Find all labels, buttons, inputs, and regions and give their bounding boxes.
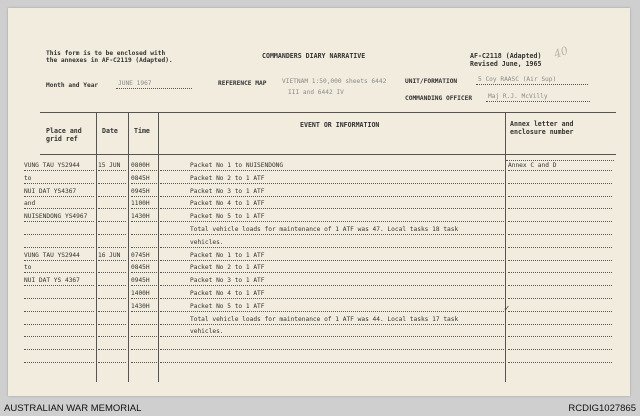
row-date: 15 JUN [98, 162, 121, 169]
col-header-place-1: Place and [46, 127, 82, 135]
row-dotted-line [24, 272, 94, 273]
row-dotted-line [24, 221, 94, 222]
row-dotted-line [98, 247, 126, 248]
row-dotted-line [508, 311, 612, 312]
row-event: Packet No 1 to NUISENDONG [190, 162, 284, 169]
table-top-rule [40, 112, 616, 113]
row-time: 0845H [131, 174, 150, 182]
row-dotted-line [508, 247, 612, 248]
row-dotted-line [131, 170, 157, 171]
row-time: 0745H [131, 251, 150, 259]
row-place: VUNG TAU YS2944 [24, 251, 80, 259]
row-dotted-line [131, 221, 157, 222]
row-time: 0845H [131, 264, 150, 272]
row-annex: Annex C and D [508, 162, 557, 169]
form-number: AF-C2118 (Adapted) [470, 52, 542, 60]
row-dotted-line [98, 336, 126, 337]
row-event: Packet No 4 to 1 ATF [190, 200, 265, 208]
unit-label: UNIT/FORMATION [405, 78, 458, 85]
row-dotted-line [508, 349, 612, 350]
row-dotted-line [98, 362, 126, 363]
col-divider-time [158, 112, 159, 382]
row-dotted-line [98, 208, 126, 209]
col-header-place-2: grid ref [46, 135, 78, 143]
reference-map-value2: III and 6442 IV [288, 89, 344, 96]
row-date: 16 JUN [98, 251, 121, 259]
row-dotted-line [160, 362, 504, 363]
tick-mark-icon: ✓ [504, 304, 510, 314]
annex-dotted-rule [506, 160, 614, 161]
row-dotted-line [508, 196, 612, 197]
row-dotted-line [508, 336, 612, 337]
row-dotted-line [98, 311, 126, 312]
row-dotted-line [131, 208, 157, 209]
row-dotted-line [160, 234, 504, 235]
col-header-date: Date [102, 127, 118, 135]
row-time: 0800H [131, 162, 150, 169]
row-event: Packet No 4 to 1 ATF [190, 290, 265, 297]
month-year-underline [116, 88, 192, 89]
row-dotted-line [160, 272, 504, 273]
row-dotted-line [131, 272, 157, 273]
row-dotted-line [508, 272, 612, 273]
row-dotted-line [98, 221, 126, 222]
row-dotted-line [131, 324, 157, 325]
col-divider-place [96, 112, 97, 382]
row-dotted-line [24, 298, 94, 299]
row-dotted-line [131, 349, 157, 350]
row-dotted-line [98, 260, 126, 261]
enclose-note-line2: the annexes in AF-C2119 (Adapted). [46, 57, 173, 64]
row-dotted-line [131, 336, 157, 337]
col-divider-event [505, 112, 506, 382]
row-event: Packet No 1 to 1 ATF [190, 251, 265, 259]
row-dotted-line [24, 234, 94, 235]
row-time: 1430H [131, 302, 150, 310]
row-dotted-line [160, 324, 504, 325]
col-divider-date [128, 112, 129, 382]
row-event: vehicles. [190, 328, 224, 336]
row-place: NUISENDONG YS4967 [24, 213, 88, 221]
row-event: Packet No 5 to 1 ATF [190, 213, 265, 221]
row-dotted-line [24, 336, 94, 337]
footer-source: AUSTRALIAN WAR MEMORIAL [4, 403, 142, 414]
row-place: NUI DAT YS4367 [24, 187, 77, 195]
col-header-annex-2: enclosure number [510, 128, 574, 136]
revised-date: Revised June, 1965 [470, 60, 542, 68]
row-event: Packet No 5 to 1 ATF [190, 302, 265, 310]
row-dotted-line [24, 260, 94, 261]
row-event: vehicles. [190, 238, 224, 246]
row-dotted-line [131, 183, 157, 184]
row-dotted-line [160, 336, 504, 337]
row-dotted-line [131, 298, 157, 299]
row-dotted-line [98, 298, 126, 299]
table-header-rule [40, 154, 616, 155]
row-dotted-line [98, 349, 126, 350]
row-dotted-line [160, 298, 504, 299]
row-place: to [24, 174, 32, 182]
row-dotted-line [508, 285, 612, 286]
row-dotted-line [98, 196, 126, 197]
row-dotted-line [131, 247, 157, 248]
row-event: Total vehicle loads for maintenance of 1 ATF was 44. Local tasks 17 task [190, 315, 459, 323]
row-dotted-line [98, 324, 126, 325]
row-place: VUNG TAU YS2944 [24, 162, 80, 169]
month-year-value: JUNE 1967 [118, 80, 152, 87]
row-dotted-line [508, 221, 612, 222]
row-dotted-line [24, 170, 94, 171]
row-dotted-line [508, 183, 612, 184]
row-dotted-line [24, 196, 94, 197]
row-dotted-line [508, 324, 612, 325]
row-dotted-line [160, 208, 504, 209]
co-underline [486, 101, 590, 102]
row-place: NUI DAT YS 4367 [24, 277, 80, 285]
row-dotted-line [24, 311, 94, 312]
row-dotted-line [24, 247, 94, 248]
row-place: to [24, 264, 32, 272]
row-dotted-line [508, 260, 612, 261]
footer-record-id: RCDIG1027865 [568, 403, 636, 414]
col-header-annex-1: Annex letter and [510, 120, 574, 128]
row-dotted-line [24, 349, 94, 350]
month-year-label: Month and Year [46, 82, 99, 89]
row-dotted-line [131, 362, 157, 363]
row-dotted-line [508, 170, 612, 171]
row-event: Packet No 3 to 1 ATF [190, 277, 265, 285]
commanding-officer-value: Maj R.J. McVilly [488, 93, 548, 100]
row-dotted-line [24, 183, 94, 184]
row-dotted-line [98, 170, 126, 171]
row-dotted-line [160, 247, 504, 248]
row-dotted-line [160, 260, 504, 261]
row-place: and [24, 200, 36, 208]
row-event: Total vehicle loads for maintenance of 1 ATF was 47. Local tasks 18 task [190, 226, 459, 233]
row-dotted-line [160, 349, 504, 350]
row-dotted-line [24, 285, 94, 286]
row-dotted-line [131, 234, 157, 235]
col-header-event: EVENT OR INFORMATION [300, 121, 380, 129]
reference-map-label: REFERENCE MAP [218, 80, 267, 87]
col-header-time: Time [134, 127, 150, 135]
row-dotted-line [508, 298, 612, 299]
row-dotted-line [98, 272, 126, 273]
row-dotted-line [160, 311, 504, 312]
row-time: 0945H [131, 277, 150, 285]
row-dotted-line [160, 285, 504, 286]
row-dotted-line [98, 285, 126, 286]
row-time: 1430H [131, 213, 150, 221]
row-time: 1100H [131, 200, 150, 208]
reference-map-value: VIETNAM 1:50,000 sheets 6442 [282, 78, 387, 85]
row-dotted-line [131, 196, 157, 197]
enclose-note-line1: This form is to be enclosed with [46, 50, 166, 57]
row-time: 1400H [131, 290, 150, 297]
row-dotted-line [508, 234, 612, 235]
handwritten-annotation: 40 [552, 43, 570, 62]
row-dotted-line [131, 311, 157, 312]
row-event: Packet No 3 to 1 ATF [190, 187, 265, 195]
page-title: COMMANDERS DIARY NARRATIVE [262, 52, 366, 60]
row-dotted-line [160, 183, 504, 184]
row-event: Packet No 2 to 1 ATF [190, 174, 265, 182]
commanding-officer-label: COMMANDING OFFICER [405, 95, 473, 102]
row-dotted-line [131, 285, 157, 286]
row-dotted-line [24, 362, 94, 363]
row-event: Packet No 2 to 1 ATF [190, 264, 265, 272]
row-dotted-line [98, 234, 126, 235]
row-dotted-line [24, 324, 94, 325]
row-dotted-line [160, 170, 504, 171]
row-dotted-line [160, 196, 504, 197]
row-dotted-line [131, 260, 157, 261]
row-time: 0945H [131, 187, 150, 195]
row-dotted-line [98, 183, 126, 184]
row-dotted-line [508, 208, 612, 209]
unit-value: 5 Coy RAASC (Air Sup) [478, 76, 557, 83]
row-dotted-line [160, 221, 504, 222]
row-dotted-line [24, 208, 94, 209]
unit-underline [476, 84, 588, 85]
row-dotted-line [508, 362, 612, 363]
